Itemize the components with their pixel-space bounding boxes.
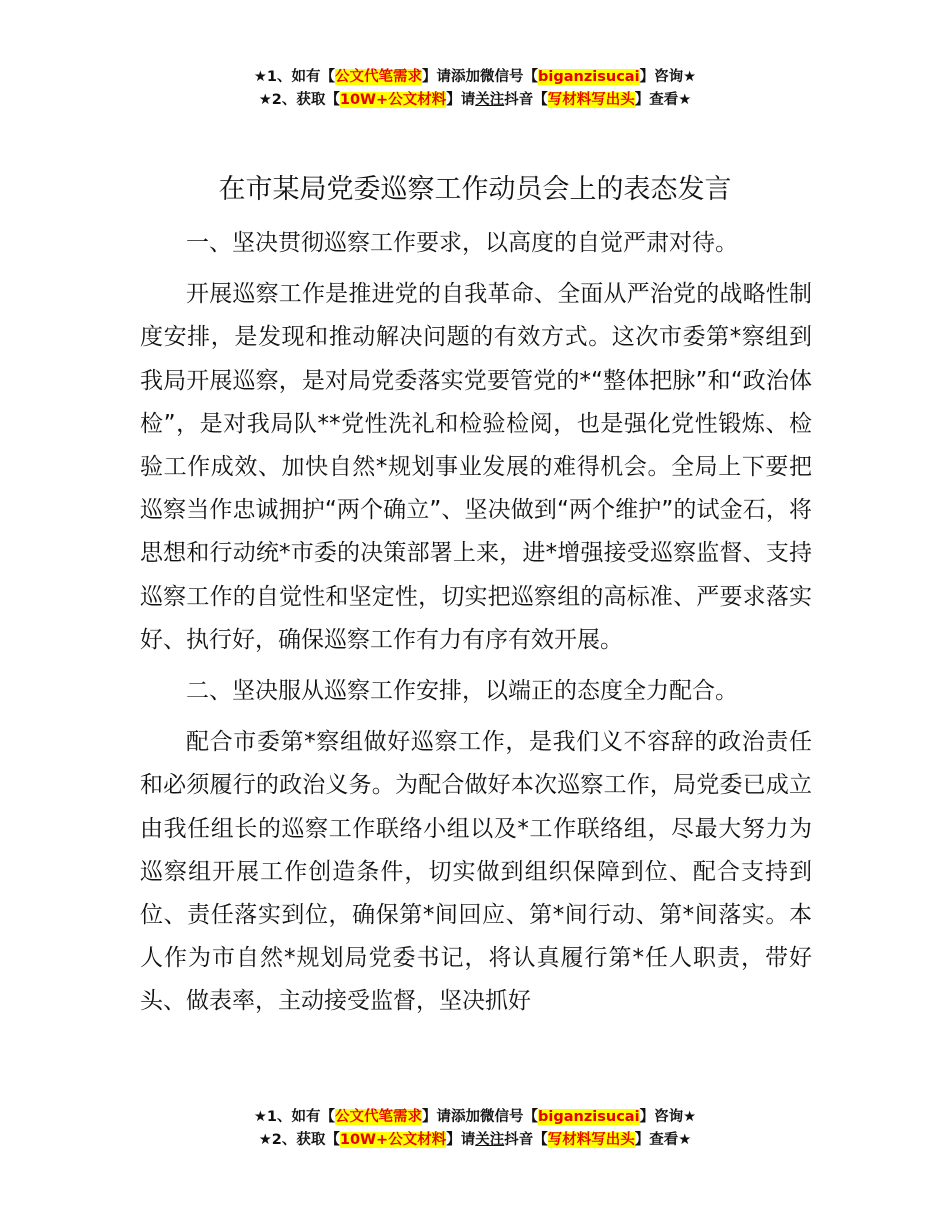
banner-wechat-id: biganzisucai (538, 1109, 640, 1125)
banner-highlight: 10W+公文材料 (339, 92, 447, 108)
body-paragraph: 配合市委第*察组做好巡察工作，是我们义不容辞的政治责任和必须履行的政治义务。为配合做好本次巡察工作，局党委已成立由我任组长的巡察工作联络小组以及*工作联络组，尽最大努力为巡察组开展工作创造条件，切实做到组织保障到位、配合支持到位、责任落实到位，确保第*间回应、第*间行动、第*间落实。本人作为市自然*规划局党委书记，将认真履行第*任人职责，带好头、做表率，主动接受监督，坚决抓好 (140, 729, 812, 1015)
document-title: 在市某局党委巡察工作动员会上的表态发言 (218, 174, 732, 205)
banner-wechat-id: biganzisucai (538, 69, 640, 85)
banner-line-1: ★1、如有【公文代笔需求】请添加微信号【biganzisucai】咨询★ (253, 69, 697, 85)
footer-banner (0, 1106, 950, 1152)
banner-highlight: 公文代笔需求 (335, 69, 423, 85)
banner-highlight: 公文代笔需求 (335, 1109, 423, 1125)
body-paragraph: 开展巡察工作是推进党的自我革命、全面从严治党的战略性制度安排，是发现和推动解决问题的有效方式。这次市委第*察组到我局开展巡察，是对局党委落实党要管党的*“整体把脉”和“政治体检”，是对我局队**党性洗礼和检验检阅，也是强化党性锻炼、检验工作成效、加快自然*规划事业发展的难得机会。全局上下要把巡察当作忠诚拥护“两个确立”、坚决做到“两个维护”的试金石，将思想和行动统*市委的决策部署上来，进*增强接受巡察监督、支持巡察工作的自觉性和坚定性，切实把巡察组的高标准、严要求落实好、执行好，确保巡察工作有力有序有效开展。 (140, 281, 812, 653)
banner-highlight: 写材料写出头 (547, 92, 635, 108)
banner-highlight: 10W+公文材料 (339, 1132, 447, 1148)
banner-line-2: ★2、获取【10W+公文材料】请关注抖音【写材料写出头】查看★ (258, 92, 692, 108)
banner-line-2: ★2、获取【10W+公文材料】请关注抖音【写材料写出头】查看★ (258, 1132, 692, 1148)
section-heading: 二、坚决服从巡察工作安排，以端正的态度全力配合。 (186, 678, 738, 705)
banner-highlight: 写材料写出头 (547, 1132, 635, 1148)
section-heading: 一、坚决贯彻巡察工作要求，以高度的自觉严肃对待。 (186, 230, 738, 256)
header-banner (0, 66, 950, 112)
banner-line-1: ★1、如有【公文代笔需求】请添加微信号【biganzisucai】咨询★ (253, 1109, 697, 1125)
document-body (140, 222, 812, 1032)
